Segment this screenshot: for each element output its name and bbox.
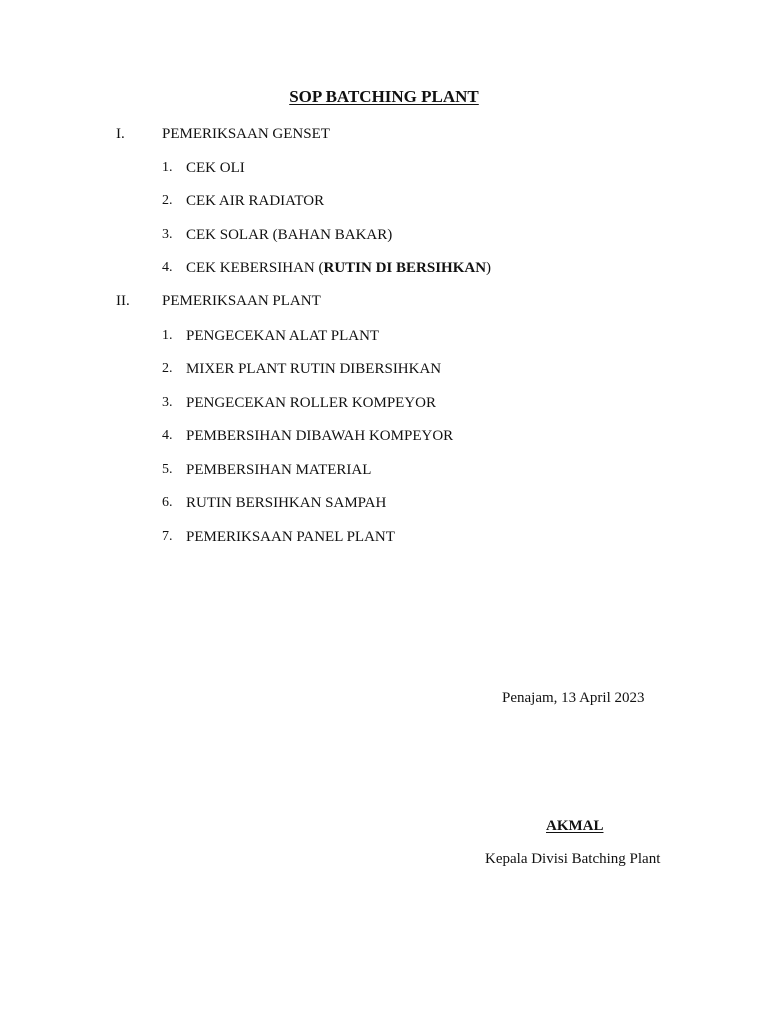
list-item: PEMERIKSAAN PANEL PLANT — [186, 529, 395, 545]
list-item-number: 2. — [162, 361, 173, 376]
section-numeral: II. — [116, 293, 130, 309]
list-item-number: 4. — [162, 428, 173, 443]
list-item-number: 2. — [162, 193, 173, 208]
list-item-number: 5. — [162, 462, 173, 477]
list-item: CEK OLI — [186, 160, 245, 176]
list-item: CEK SOLAR (BAHAN BAKAR) — [186, 227, 393, 243]
list-item: PENGECEKAN ALAT PLANT — [186, 328, 380, 344]
list-item-number: 7. — [162, 529, 173, 544]
list-item-number: 6. — [162, 495, 173, 510]
signer-role: Kepala Divisi Batching Plant — [485, 851, 661, 867]
section-numeral: I. — [116, 126, 125, 142]
list-item: CEK AIR RADIATOR — [186, 193, 325, 209]
section-heading: PEMERIKSAAN PLANT — [162, 293, 321, 309]
list-item-text: ) — [486, 260, 492, 276]
list-item-number: 1. — [162, 328, 173, 343]
list-item-number: 3. — [162, 227, 173, 242]
list-item-number: 1. — [162, 160, 173, 175]
section-heading: PEMERIKSAAN GENSET — [162, 126, 330, 142]
document-title: SOP BATCHING PLANT — [289, 87, 479, 106]
list-item-number: 3. — [162, 395, 173, 410]
signer-name: AKMAL — [546, 818, 604, 834]
place-date: Penajam, 13 April 2023 — [502, 690, 645, 706]
list-item: PEMBERSIHAN DIBAWAH KOMPEYOR — [186, 428, 454, 444]
list-item-number: 4. — [162, 260, 173, 275]
list-item: MIXER PLANT RUTIN DIBERSIHKAN — [186, 361, 442, 377]
list-item — [186, 260, 491, 277]
list-item: RUTIN BERSIHKAN SAMPAH — [186, 495, 387, 511]
list-item: PENGECEKAN ROLLER KOMPEYOR — [186, 395, 437, 411]
list-item-text: CEK KEBERSIHAN ( — [186, 260, 324, 276]
list-item: PEMBERSIHAN MATERIAL — [186, 462, 372, 478]
list-item-emphasis: RUTIN DI BERSIHKAN — [323, 260, 487, 276]
